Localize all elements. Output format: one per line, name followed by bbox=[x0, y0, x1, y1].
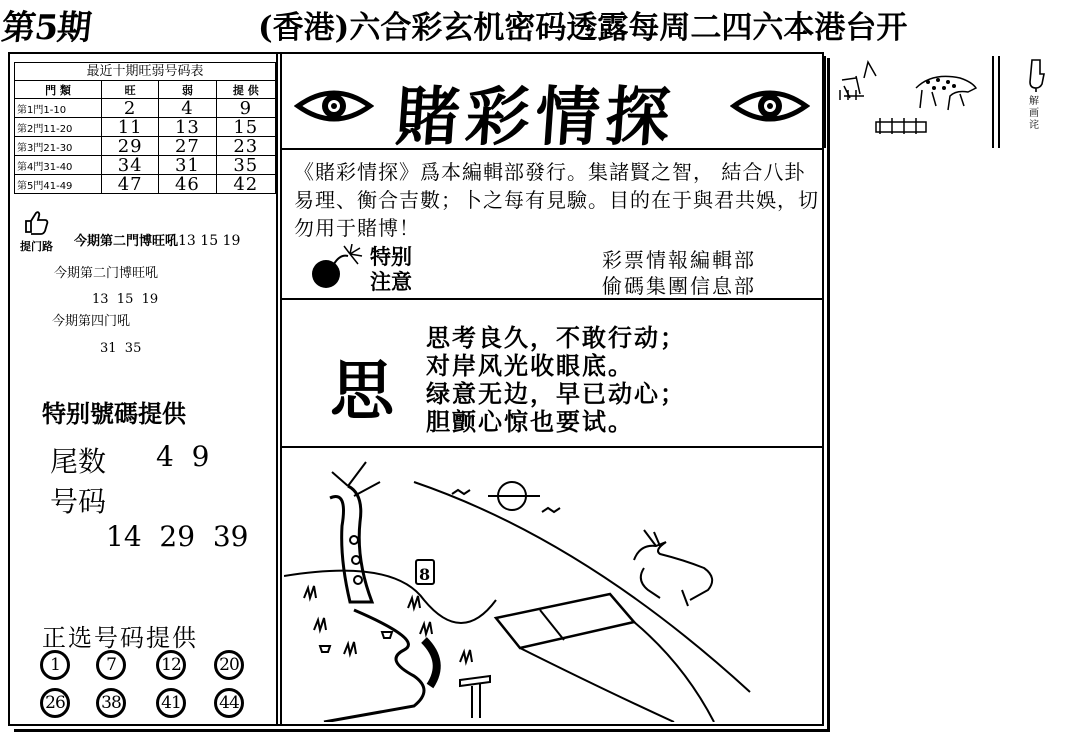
poem-line: 思考良久，不敢行动； bbox=[426, 324, 686, 352]
wang-value: 47 bbox=[102, 175, 159, 194]
tip-heading bbox=[74, 230, 240, 249]
pick-number-ball: 38 bbox=[96, 688, 126, 718]
ruo-value: 4 bbox=[159, 99, 216, 118]
ruo-value: 31 bbox=[159, 156, 216, 175]
wang-value: 2 bbox=[102, 99, 159, 118]
eye-icon bbox=[294, 86, 374, 126]
pick-number-ball: 7 bbox=[96, 650, 126, 680]
pick-title: 正选号码提供 bbox=[42, 624, 198, 652]
wang-value: 11 bbox=[102, 118, 159, 137]
tip-line-1-numbers: 13 15 19 bbox=[92, 292, 159, 307]
tigong-value: 42 bbox=[216, 175, 275, 194]
pointing-hand-icon bbox=[1026, 58, 1048, 92]
table-row bbox=[15, 99, 276, 118]
row-label: 第5門41-49 bbox=[15, 175, 102, 194]
sign-number: 8 bbox=[419, 565, 431, 584]
tail-values: 4 9 bbox=[156, 440, 210, 473]
issue-number: 第5期 bbox=[0, 8, 93, 48]
row-label: 第2門11-20 bbox=[15, 118, 102, 137]
row-label: 第3門21-30 bbox=[15, 137, 102, 156]
riddle-illustration bbox=[284, 450, 822, 722]
code-label: 号码 bbox=[50, 485, 107, 518]
headline: (香港)六合彩玄机密码透露每周二四六本港台开 bbox=[258, 10, 908, 46]
table-row bbox=[15, 118, 276, 137]
eye-icon bbox=[730, 86, 810, 126]
tail-label: 尾数 bbox=[50, 445, 107, 478]
picture-hint-label: 解画诧 bbox=[1029, 96, 1039, 131]
ruo-value: 13 bbox=[159, 118, 216, 137]
pick-number-ball: 12 bbox=[156, 650, 186, 680]
tigong-value: 35 bbox=[216, 156, 275, 175]
special-title: 特别號碼提供 bbox=[42, 400, 186, 428]
poem-line: 绿意无边，早已动心； bbox=[426, 380, 686, 408]
code-values: 14 29 39 bbox=[106, 520, 249, 553]
poem-line: 对岸风光收眼底。 bbox=[426, 352, 634, 380]
hot-cold-table bbox=[14, 62, 276, 194]
pick-number-ball: 20 bbox=[214, 650, 244, 680]
ruo-value: 46 bbox=[159, 175, 216, 194]
pick-number-ball: 26 bbox=[40, 688, 70, 718]
row-label: 第1門1-10 bbox=[15, 99, 102, 118]
tip-line-1: 今期第二门博旺吼 bbox=[54, 266, 159, 281]
tip-label: 提门路 bbox=[20, 240, 53, 253]
notice-line-1: 特别 bbox=[370, 245, 412, 269]
tigong-value: 23 bbox=[216, 137, 275, 156]
table-row bbox=[15, 175, 276, 194]
wang-value: 29 bbox=[102, 137, 159, 156]
ruo-value: 27 bbox=[159, 137, 216, 156]
pick-number-ball: 41 bbox=[156, 688, 186, 718]
department-2: 偷碼集團信息部 bbox=[602, 274, 756, 298]
pick-number-ball: 1 bbox=[40, 650, 70, 680]
thumbs-up-icon bbox=[22, 208, 50, 236]
tigong-value: 15 bbox=[216, 118, 275, 137]
notice-line-2: 注意 bbox=[370, 270, 412, 294]
row-label: 第4門31-40 bbox=[15, 156, 102, 175]
col-header: 門 類 bbox=[15, 81, 102, 99]
wang-value: 34 bbox=[102, 156, 159, 175]
bomb-icon bbox=[308, 244, 364, 290]
intro-text: 《賭彩情探》爲本編輯部發行。集諸賢之智， 結合八卦易理、衡合吉數；卜之每有見驗。目的在于與君共娛，切勿用于賭博！ bbox=[294, 160, 819, 240]
col-header: 提 供 bbox=[216, 81, 275, 99]
tip-heading-numbers: 13 15 19 bbox=[178, 233, 241, 249]
tip-heading-text: 今期第二門博旺吼 bbox=[74, 234, 179, 249]
tigong-value: 9 bbox=[216, 99, 275, 118]
table-row bbox=[15, 137, 276, 156]
tip-line-2-numbers: 31 35 bbox=[100, 341, 142, 356]
page-title: 賭彩情探 bbox=[392, 80, 679, 155]
tip-line-2: 今期第四门吼 bbox=[52, 314, 131, 329]
notice-label bbox=[370, 245, 412, 295]
pick-number-ball: 44 bbox=[214, 688, 244, 718]
poem-key-character: 思 bbox=[330, 355, 394, 429]
col-header: 弱 bbox=[159, 81, 216, 99]
table-row bbox=[15, 156, 276, 175]
table-title: 最近十期旺弱号码表 bbox=[14, 62, 276, 80]
poem-line: 胆颤心惊也要试。 bbox=[426, 408, 634, 436]
leopard-illustration bbox=[836, 60, 986, 144]
department-1: 彩票情報編輯部 bbox=[602, 248, 756, 272]
col-header: 旺 bbox=[102, 81, 159, 99]
